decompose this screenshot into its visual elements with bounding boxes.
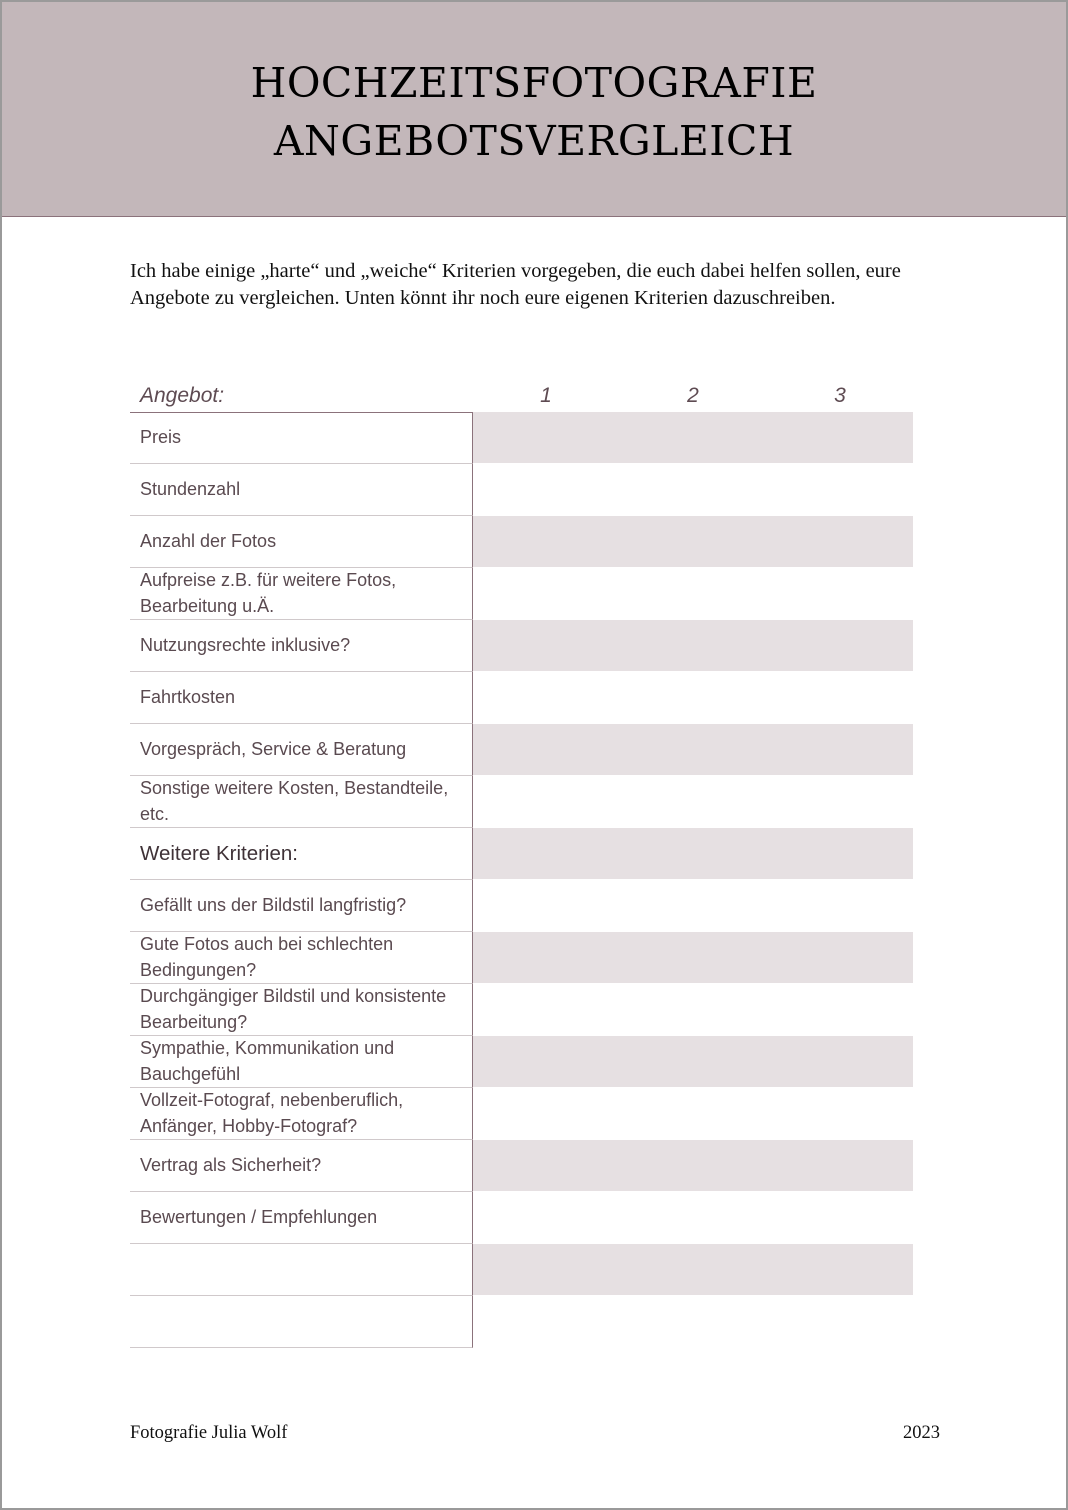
criterion-cell [130, 984, 473, 1036]
criterion-label: Sonstige weitere Kosten, Bestandteile, etc. [140, 778, 449, 824]
table-row [130, 1296, 913, 1348]
offer-column-2: 2 [687, 384, 699, 407]
intro-paragraph: Ich habe einige „harte“ und „weiche“ Kriterien vorgegeben, die euch dabei helfen sollen, eure Angebote zu vergleichen. Unten könnt ihr noch eure eigenen Kriterien dazuschreiben. [130, 260, 901, 309]
offer-entry-area[interactable] [473, 1036, 913, 1087]
offer-entry-area[interactable] [473, 516, 913, 567]
criterion-label: Vorgespräch, Service & Beratung [140, 738, 407, 759]
criterion-label: Vollzeit-Fotograf, nebenberuflich, Anfänger, Hobby-Fotograf? [140, 1090, 404, 1136]
offer-entry-area[interactable] [473, 932, 913, 983]
criterion-cell [130, 1140, 473, 1192]
table-row [130, 1244, 913, 1296]
criterion-cell [130, 1192, 473, 1244]
section-heading: Weitere Kriterien: [140, 841, 298, 865]
offer-entry-area[interactable] [473, 1192, 913, 1243]
table-row [130, 932, 913, 984]
offer-entry-area[interactable] [473, 1140, 913, 1191]
criterion-label: Anzahl der Fotos [140, 530, 277, 551]
criterion-label: Preis [140, 426, 182, 447]
criterion-label: Bewertungen / Empfehlungen [140, 1206, 378, 1227]
offer-column-1: 1 [540, 384, 552, 407]
offer-entry-area[interactable] [473, 412, 913, 463]
criterion-cell [130, 464, 473, 516]
criterion-label: Gute Fotos auch bei schlechten Bedingungen? [140, 934, 394, 980]
table-row [130, 880, 913, 932]
criterion-label: Stundenzahl [140, 478, 241, 499]
title-line-1: HOCHZEITSFOTOGRAFIE [250, 59, 818, 107]
criterion-cell [130, 1244, 473, 1296]
offer-entry-area[interactable] [473, 880, 913, 931]
criterion-cell [130, 1296, 473, 1348]
criterion-cell [130, 932, 473, 984]
criterion-label: Aufpreise z.B. für weitere Fotos, Bearbeitung u.Ä. [140, 570, 397, 616]
offer-column-3: 3 [834, 384, 846, 407]
offer-column-label: Angebot: [140, 384, 225, 407]
table-row [130, 1192, 913, 1244]
table-row [130, 1036, 913, 1088]
criterion-cell [130, 1036, 473, 1088]
table-row [130, 1140, 913, 1192]
title-line-2: ANGEBOTSVERGLEICH [273, 117, 795, 165]
table-header [130, 380, 913, 413]
criterion-cell [130, 620, 473, 672]
offer-entry-area[interactable] [473, 568, 913, 619]
offer-entry-area[interactable] [473, 984, 913, 1035]
criterion-label: Fahrtkosten [140, 686, 236, 707]
offer-entry-area[interactable] [473, 620, 913, 671]
criterion-label: Durchgängiger Bildstil und konsistente Bearbeitung? [140, 986, 447, 1032]
offer-entry-area[interactable] [473, 724, 913, 775]
criterion-cell [130, 672, 473, 724]
table-row [130, 776, 913, 828]
criterion-cell [130, 776, 473, 828]
criterion-cell [130, 880, 473, 932]
table-row [130, 672, 913, 724]
offer-entry-area[interactable] [473, 1296, 913, 1347]
title-banner [2, 2, 1066, 217]
offer-entry-area[interactable] [473, 464, 913, 515]
offer-entry-area[interactable] [473, 828, 913, 879]
criterion-label: Nutzungsrechte inklusive? [140, 634, 351, 655]
criterion-cell [130, 568, 473, 620]
offer-entry-area[interactable] [473, 672, 913, 723]
footer-year: 2023 [903, 1423, 940, 1443]
offer-entry-area[interactable] [473, 1244, 913, 1295]
comparison-table [130, 412, 913, 1348]
criterion-label: Vertrag als Sicherheit? [140, 1154, 322, 1175]
criterion-cell [130, 412, 473, 464]
table-row [130, 828, 913, 880]
criterion-cell [130, 516, 473, 568]
table-row [130, 1088, 913, 1140]
table-row [130, 620, 913, 672]
offer-entry-area[interactable] [473, 1088, 913, 1139]
criterion-label: Sympathie, Kommunikation und Bauchgefühl [140, 1038, 395, 1084]
table-row [130, 464, 913, 516]
criterion-cell [130, 1088, 473, 1140]
criterion-cell [130, 724, 473, 776]
criterion-label: Gefällt uns der Bildstil langfristig? [140, 894, 407, 915]
footer-author: Fotografie Julia Wolf [130, 1423, 288, 1443]
table-row [130, 724, 913, 776]
table-row [130, 568, 913, 620]
criterion-cell [130, 828, 473, 880]
offer-entry-area[interactable] [473, 776, 913, 827]
table-row [130, 984, 913, 1036]
table-row [130, 516, 913, 568]
table-row [130, 412, 913, 464]
